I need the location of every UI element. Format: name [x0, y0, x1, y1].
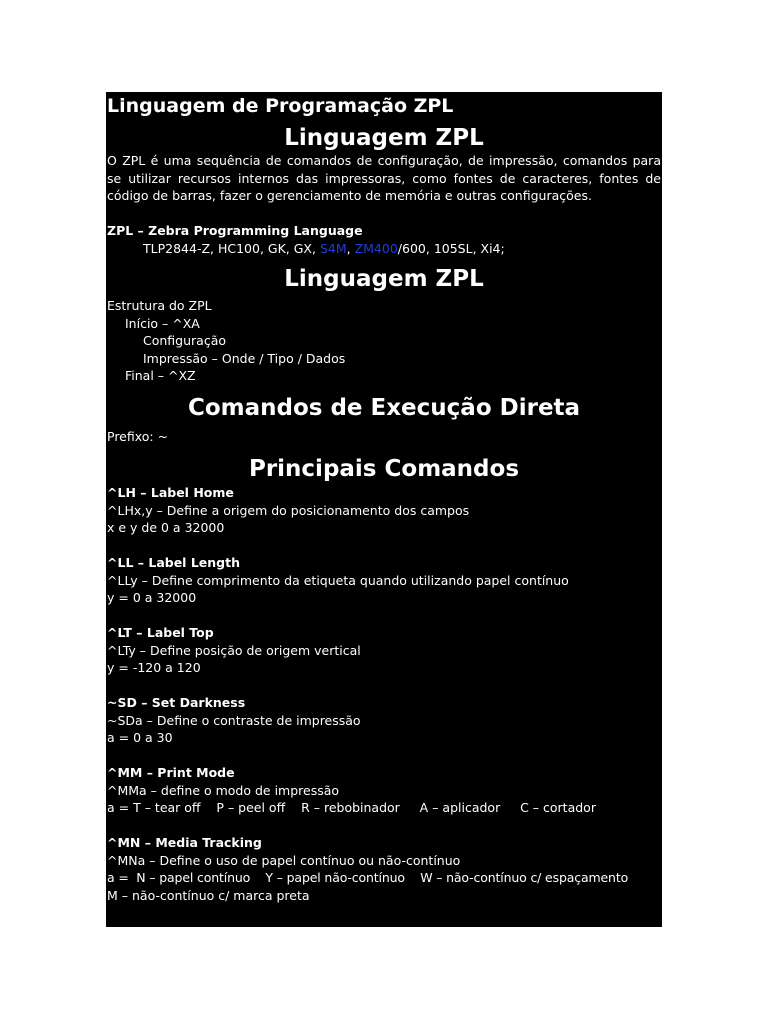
command-title: ^LL – Label Length — [107, 555, 240, 570]
command-desc: ^LTy – Define posição de origem vertical — [107, 642, 361, 658]
command-range: a = 0 a 30 — [107, 730, 173, 745]
command-block-ll — [107, 554, 661, 607]
command-desc: ^MNa – Define o uso de papel contínuo ou não-contínuo — [107, 852, 461, 868]
document-page — [106, 92, 662, 927]
command-block-sd — [107, 694, 661, 747]
zpl-acronym: ZPL – Zebra Programming Language — [107, 223, 363, 238]
command-title: ^LT – Label Top — [107, 625, 214, 640]
command-block-mn — [107, 834, 661, 904]
command-range: a = N – papel contínuo Y – papel não-contínuo W – não-contínuo c/ espaçamento — [107, 870, 629, 885]
command-title: ~SD – Set Darkness — [107, 695, 246, 710]
structure-line: Estrutura do ZPL — [107, 298, 212, 313]
link-zm400[interactable]: ZM400 — [354, 240, 398, 256]
command-desc: ^MMa – define o modo de impressão — [107, 782, 340, 798]
models-text-end: /600, 105SL, Xi4; — [397, 240, 505, 256]
section-heading-direct-commands: Comandos de Execução Direta — [187, 394, 581, 421]
command-range: y = 0 a 32000 — [107, 590, 197, 605]
models-text: TLP2844-Z, HC100, GK, GX, — [143, 240, 320, 256]
command-range-2: M – não-contínuo c/ marca preta — [107, 887, 310, 903]
command-title: ^MN – Media Tracking — [107, 835, 262, 850]
intro-paragraph: O ZPL é uma sequência de comandos de configuração, de impressão, comandos para se utilizar recursos internos das impressoras, como fontes de caracteres, fontes de código de barras, fazer o gerenciamento de memória e outras configurações. — [107, 153, 661, 203]
command-range: x e y de 0 a 32000 — [107, 520, 225, 535]
command-range: a = T – tear off P – peel off R – rebobinador A – aplicador C – cortador — [107, 800, 596, 815]
structure-line: Início – ^XA — [125, 315, 200, 331]
command-block-lh — [107, 484, 661, 537]
command-title: ^MM – Print Mode — [107, 765, 235, 780]
command-block-mm — [107, 764, 661, 817]
structure-line: Configuração — [143, 333, 227, 348]
printer-models — [107, 240, 661, 258]
section-heading-main-commands: Principais Comandos — [248, 456, 520, 482]
command-range: y = -120 a 120 — [107, 660, 201, 675]
command-desc: ^LLy – Define comprimento da etiqueta quando utilizando papel contínuo — [107, 572, 569, 588]
section-heading-zpl-2: Linguagem ZPL — [284, 266, 484, 292]
prefix-line: Prefixo: ~ — [107, 428, 169, 444]
command-title: ^LH – Label Home — [107, 485, 234, 500]
command-desc: ~SDa – Define o contraste de impressão — [107, 712, 361, 728]
models-sep: , — [346, 240, 355, 256]
command-block-lt — [107, 624, 661, 677]
link-s4m[interactable]: S4M — [319, 240, 347, 256]
section-heading-zpl: Linguagem ZPL — [284, 125, 484, 151]
structure-line: Impressão – Onde / Tipo / Dados — [143, 350, 346, 366]
page-title: Linguagem de Programação ZPL — [107, 95, 454, 117]
structure-line: Final – ^XZ — [125, 368, 196, 383]
command-desc: ^LHx,y – Define a origem do posicionamento dos campos — [107, 502, 470, 518]
